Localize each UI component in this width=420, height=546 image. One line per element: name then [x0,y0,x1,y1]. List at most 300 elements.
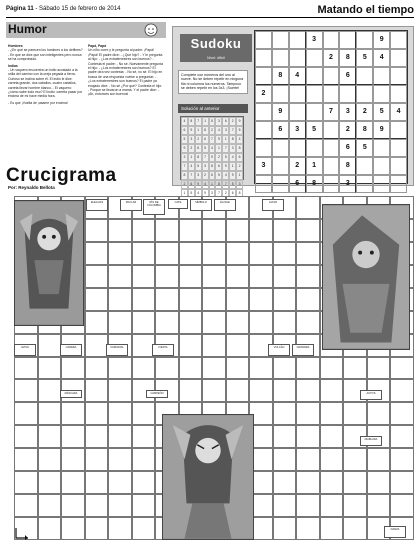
crossword-cell[interactable] [273,265,297,288]
crossword-cell[interactable] [320,379,344,402]
sudoku-cell[interactable]: 2 [356,103,373,121]
crossword-cell[interactable] [38,494,62,517]
crossword-cell[interactable] [85,425,109,448]
crossword-cell[interactable] [155,219,179,242]
crossword-cell[interactable] [367,357,391,380]
crossword-cell[interactable] [132,357,156,380]
sudoku-cell[interactable]: 6 [272,121,289,139]
clue-cell: DANZA [384,526,406,538]
crossword-cell[interactable] [273,402,297,425]
crossword-cell[interactable] [202,219,226,242]
crossword-cell[interactable] [179,219,203,242]
crossword-cell[interactable] [132,288,156,311]
sudoku-cell[interactable] [373,67,390,85]
sudoku-cell[interactable] [289,85,306,103]
sudoku-cell[interactable]: 9 [373,31,390,49]
crossword-cell[interactable] [85,357,109,380]
sudoku-cell[interactable] [390,157,407,175]
crossword-cell[interactable] [61,448,85,471]
sudoku-cell[interactable] [323,157,340,175]
solution-cell: 6 [181,126,188,135]
crossword-cell[interactable] [108,494,132,517]
crossword-cell[interactable] [249,265,273,288]
crossword-cell[interactable] [155,357,179,380]
joke-heading: Indias [8,63,18,68]
crossword-cell[interactable] [296,288,320,311]
crossword-cell[interactable] [296,494,320,517]
solution-cell: 3 [209,189,216,198]
solution-cell: 2 [181,180,188,189]
crossword-cell[interactable] [38,379,62,402]
sudoku-cell[interactable] [390,175,407,193]
solution-cell: 8 [215,180,222,189]
crossword-cell[interactable] [226,219,250,242]
crossword-cell[interactable] [343,471,367,494]
crossword-cell[interactable] [132,494,156,517]
crossword-cell[interactable] [38,402,62,425]
sudoku-cell[interactable] [323,67,340,85]
crossword-cell[interactable] [390,471,414,494]
sudoku-cell[interactable]: 8 [272,67,289,85]
crossword-cell[interactable] [179,265,203,288]
joke-text [8,64,83,99]
crossword-cell[interactable] [249,219,273,242]
crossword-cell[interactable] [273,242,297,265]
sudoku-cell[interactable] [306,103,323,121]
sudoku-cell[interactable] [272,157,289,175]
solution-cell: 1 [209,180,216,189]
crossword-cell[interactable] [61,517,85,540]
crossword-cell[interactable] [61,471,85,494]
sudoku-cell[interactable]: 3 [339,175,356,193]
sudoku-cell[interactable]: 4 [289,67,306,85]
crossword-cell[interactable] [202,334,226,357]
sudoku-cell[interactable]: 8 [306,175,323,193]
crossword-cell[interactable] [14,379,38,402]
solution-cell: 9 [209,153,216,162]
sudoku-cell[interactable] [356,85,373,103]
solution-label: Solución al anterior [178,104,248,113]
solution-cell: 4 [209,144,216,153]
crossword-cell[interactable] [61,357,85,380]
solution-cell: 7 [202,153,209,162]
crossword-cell[interactable] [273,357,297,380]
crossword-cell[interactable] [85,402,109,425]
crossword-cell[interactable] [85,494,109,517]
crossword-cell[interactable] [390,357,414,380]
solution-cell: 8 [229,135,236,144]
solution-cell: 6 [195,144,202,153]
clue-cell: MAYLAR [120,199,142,211]
crossword-cell[interactable] [108,242,132,265]
crossword-cell[interactable] [108,357,132,380]
crossword-cell[interactable] [85,471,109,494]
solution-cell: 4 [222,171,229,180]
crossword-cell[interactable] [61,425,85,448]
crossword-cell[interactable] [226,242,250,265]
sudoku-cell[interactable] [289,31,306,49]
sudoku-cell[interactable]: 5 [356,139,373,157]
solution-cell: 9 [236,117,243,126]
solution-grid [180,116,244,195]
solution-cell: 1 [229,162,236,171]
crossword-cell[interactable] [296,311,320,334]
crossword-cell[interactable] [390,379,414,402]
crossword-cell[interactable] [320,494,344,517]
solution-cell: 7 [188,171,195,180]
sudoku-cell[interactable] [255,175,272,193]
sudoku-cell[interactable] [306,139,323,157]
crossword-cell[interactable] [85,219,109,242]
crossword-cell[interactable] [296,242,320,265]
crossword-cell[interactable] [132,402,156,425]
crossword-cell[interactable] [132,265,156,288]
crossword-cell[interactable] [273,219,297,242]
crossword-cell[interactable] [320,425,344,448]
crossword-cell[interactable] [179,311,203,334]
crossword-cell[interactable] [343,517,367,540]
sudoku-cell[interactable] [289,139,306,157]
solution-cell: 8 [188,117,195,126]
crossword-cell[interactable] [202,311,226,334]
solution-cell: 4 [236,135,243,144]
joke-body: - Es que ¡Vuelta de ¡asame por encima! [8,100,68,105]
crossword-cell[interactable] [202,265,226,288]
crossword-cell[interactable] [38,357,62,380]
sudoku-cell[interactable] [390,121,407,139]
crossword-cell[interactable] [390,494,414,517]
sudoku-cell[interactable] [272,175,289,193]
crossword-cell[interactable] [14,471,38,494]
crossword-cell[interactable] [179,242,203,265]
solution-cell: 9 [188,126,195,135]
crossword-cell[interactable] [320,402,344,425]
sudoku-cell[interactable] [255,121,272,139]
crossword-cell[interactable] [14,425,38,448]
crossword-cell[interactable] [202,379,226,402]
sudoku-cell[interactable] [373,85,390,103]
crucigrama-author: Por: Reynaldo Bellota [8,185,55,190]
crossword-cell[interactable] [132,311,156,334]
sudoku-cell[interactable] [272,85,289,103]
clue-cell: FIESTA [152,344,174,356]
crossword-cell[interactable] [226,379,250,402]
sudoku-cell[interactable] [272,139,289,157]
sudoku-cell[interactable] [390,31,407,49]
clue-cell: DIABLADA [360,436,382,446]
crossword-cell[interactable] [320,357,344,380]
sudoku-cell[interactable]: 6 [339,67,356,85]
crossword-cell[interactable] [296,471,320,494]
crossword-cell[interactable] [108,471,132,494]
crossword-cell[interactable] [226,357,250,380]
crossword-cell[interactable] [296,196,320,219]
jokes-column-1 [8,44,83,107]
crossword-cell[interactable] [179,288,203,311]
crossword-cell[interactable] [14,357,38,380]
solution-cell: 8 [202,126,209,135]
solution-cell: 8 [181,171,188,180]
solution-cell: 7 [209,135,216,144]
sudoku-cell[interactable]: 5 [356,49,373,67]
solution-cell: 6 [236,153,243,162]
solution-cell: 1 [215,144,222,153]
sudoku-cell[interactable] [289,103,306,121]
joke-text [88,44,163,97]
solution-cell: 9 [181,144,188,153]
solution-cell: 9 [202,189,209,198]
sudoku-cell[interactable] [339,31,356,49]
crossword-cell[interactable] [273,425,297,448]
crossword-cell[interactable] [108,311,132,334]
solution-cell: 9 [222,162,229,171]
solution-cell: 1 [195,126,202,135]
crossword-cell[interactable] [132,471,156,494]
crossword-cell[interactable] [14,494,38,517]
crossword-cell[interactable] [85,288,109,311]
crossword-cell[interactable] [61,494,85,517]
crossword-cell[interactable] [296,219,320,242]
crossword-cell[interactable] [108,402,132,425]
crossword-cell[interactable] [38,425,62,448]
crossword-cell[interactable] [85,265,109,288]
solution-cell: 7 [195,117,202,126]
sudoku-cell[interactable] [373,175,390,193]
crossword-cell[interactable] [296,357,320,380]
crossword-cell[interactable] [273,471,297,494]
sudoku-subtitle: Nivel: difícil [207,56,225,60]
solution-cell: 8 [236,144,243,153]
crossword-cell[interactable] [273,311,297,334]
crossword-cell[interactable] [85,311,109,334]
crossword-cell[interactable] [273,379,297,402]
sudoku-cell[interactable]: 6 [289,175,306,193]
sudoku-cell[interactable] [323,175,340,193]
crossword-cell[interactable] [155,288,179,311]
crossword-cell[interactable] [320,448,344,471]
crossword-cell[interactable] [179,357,203,380]
sudoku-cell[interactable]: 3 [339,103,356,121]
sudoku-cell[interactable]: 2 [339,121,356,139]
crossword-cell[interactable] [296,265,320,288]
sudoku-cell[interactable]: 6 [339,139,356,157]
crossword-cell[interactable] [343,402,367,425]
crossword-cell[interactable] [38,334,62,357]
sudoku-cell[interactable] [306,67,323,85]
solution-cell: 4 [229,153,236,162]
sudoku-cell[interactable] [323,85,340,103]
crossword-cell[interactable] [273,517,297,540]
crossword-cell[interactable] [179,334,203,357]
solution-cell: 5 [229,180,236,189]
sudoku-cell[interactable] [390,67,407,85]
crossword-cell[interactable] [202,357,226,380]
crossword-cell[interactable] [226,334,250,357]
solution-cell: 6 [202,135,209,144]
page-header [6,4,414,18]
crossword-cell[interactable] [343,357,367,380]
crossword-cell[interactable] [226,311,250,334]
crossword-cell[interactable] [14,402,38,425]
solution-cell: 7 [222,180,229,189]
joke-body: - ¿En qué se parecen los hombres a los delfines? - En que se dice que son inteligentes pero nunca se ha comprobado. [8,48,83,62]
sudoku-cell[interactable]: 8 [356,121,373,139]
crossword-cell[interactable] [155,242,179,265]
crossword-cell[interactable] [14,448,38,471]
sudoku-cell[interactable] [323,31,340,49]
crossword-cell[interactable] [390,425,414,448]
solution-cell: 6 [229,189,236,198]
sudoku-cell[interactable]: 9 [373,121,390,139]
sudoku-cell[interactable]: 4 [390,103,407,121]
sudoku-cell[interactable]: 2 [255,85,272,103]
crossword-cell[interactable] [61,402,85,425]
solution-cell: 2 [209,126,216,135]
sudoku-cell[interactable] [255,67,272,85]
crossword-cell[interactable] [273,448,297,471]
solution-cell: 2 [188,144,195,153]
sudoku-cell[interactable]: 8 [339,157,356,175]
crossword-cell[interactable] [273,288,297,311]
crossword-cell[interactable] [132,517,156,540]
crossword-cell[interactable] [155,265,179,288]
crossword-cell[interactable] [38,471,62,494]
crossword-cell[interactable] [249,379,273,402]
sudoku-cell[interactable] [289,49,306,67]
carnival-photo-center [162,414,254,540]
crossword-cell[interactable] [296,448,320,471]
crossword-cell[interactable] [132,425,156,448]
solution-cell: 7 [222,144,229,153]
sudoku-cell[interactable]: 2 [289,157,306,175]
crossword-cell[interactable] [249,242,273,265]
crossword-cell[interactable] [320,517,344,540]
crossword-cell[interactable] [249,311,273,334]
crossword-cell[interactable] [367,471,391,494]
crossword-cell[interactable] [296,379,320,402]
solution-cell: 2 [195,135,202,144]
sudoku-cell[interactable]: 2 [323,49,340,67]
solution-cell: 1 [188,153,195,162]
crossword-cell[interactable] [320,471,344,494]
sudoku-cell[interactable] [356,31,373,49]
sudoku-cell[interactable] [356,157,373,175]
crossword-cell[interactable] [38,448,62,471]
crossword-cell[interactable] [108,425,132,448]
crossword-cell[interactable] [155,311,179,334]
crossword-cell[interactable] [343,448,367,471]
sudoku-cell[interactable] [255,31,272,49]
sudoku-cell[interactable] [323,139,340,157]
solution-cell: 2 [229,117,236,126]
sudoku-cell[interactable] [255,49,272,67]
crossword-cell[interactable] [132,219,156,242]
sudoku-cell[interactable] [356,175,373,193]
sudoku-cell[interactable] [356,67,373,85]
solution-cell: 7 [229,126,236,135]
sudoku-cell[interactable]: 9 [272,103,289,121]
sudoku-cell[interactable]: 1 [306,157,323,175]
crucigrama-title: Crucigrama [6,165,117,186]
crossword-cell[interactable] [85,448,109,471]
crossword-cell[interactable] [108,517,132,540]
sudoku-cell[interactable]: 4 [373,49,390,67]
crossword-cell[interactable] [249,357,273,380]
solution-cell: 7 [215,189,222,198]
crossword-cell[interactable] [226,265,250,288]
sudoku-cell[interactable] [272,49,289,67]
crossword-cell[interactable] [108,288,132,311]
crossword-cell[interactable] [85,379,109,402]
joke-heading: Papá, Papá [88,44,107,48]
sudoku-cell[interactable]: 3 [306,31,323,49]
crossword-cell[interactable] [38,517,62,540]
crossword-cell[interactable] [179,379,203,402]
crossword-cell[interactable] [367,448,391,471]
crossword-cell[interactable] [132,242,156,265]
joke-text [8,101,83,105]
crossword-cell[interactable] [108,379,132,402]
sudoku-cell[interactable]: 5 [306,121,323,139]
sudoku-cell[interactable] [272,31,289,49]
sudoku-cell[interactable] [339,85,356,103]
sudoku-cell[interactable] [390,85,407,103]
crossword-cell[interactable] [296,517,320,540]
crossword-cell[interactable] [108,219,132,242]
sudoku-cell[interactable] [390,49,407,67]
crossword-cell[interactable] [85,334,109,357]
sudoku-cell[interactable] [373,157,390,175]
solution-cell: 5 [236,126,243,135]
solution-cell: 2 [202,171,209,180]
crossword-cell[interactable] [390,448,414,471]
sudoku-cell[interactable] [306,85,323,103]
sudoku-cell[interactable]: 3 [289,121,306,139]
clue-cell: CARNAVAL [106,344,128,356]
sudoku-cell[interactable]: 7 [323,103,340,121]
sudoku-cell[interactable]: 8 [339,49,356,67]
crossword-cell[interactable] [85,517,109,540]
crossword-cell[interactable] [108,265,132,288]
crossword-cell[interactable] [202,242,226,265]
crossword-cell[interactable] [273,494,297,517]
crossword-cell[interactable] [132,448,156,471]
solution-cell: 2 [236,162,243,171]
solution-cell: 3 [188,135,195,144]
sudoku-cell[interactable]: 3 [255,157,272,175]
crossword-cell[interactable] [367,494,391,517]
crossword-cell[interactable] [296,402,320,425]
sudoku-cell[interactable] [255,103,272,121]
crossword-cell[interactable] [85,242,109,265]
sudoku-cell[interactable] [390,139,407,157]
sudoku-cell[interactable] [323,121,340,139]
sudoku-cell[interactable] [255,139,272,157]
solution-cell: 9 [215,135,222,144]
solution-cell: 5 [181,135,188,144]
sudoku-cell[interactable] [306,49,323,67]
crossword-cell[interactable] [108,448,132,471]
crossword-cell[interactable] [367,402,391,425]
crossword-cell[interactable] [343,494,367,517]
sudoku-cell[interactable]: 5 [373,103,390,121]
crossword-cell[interactable] [202,288,226,311]
crossword-cell[interactable] [390,402,414,425]
sudoku-cell[interactable] [373,139,390,157]
crossword-cell[interactable] [226,288,250,311]
crossword-cell[interactable] [249,288,273,311]
crossword-cell[interactable] [296,425,320,448]
